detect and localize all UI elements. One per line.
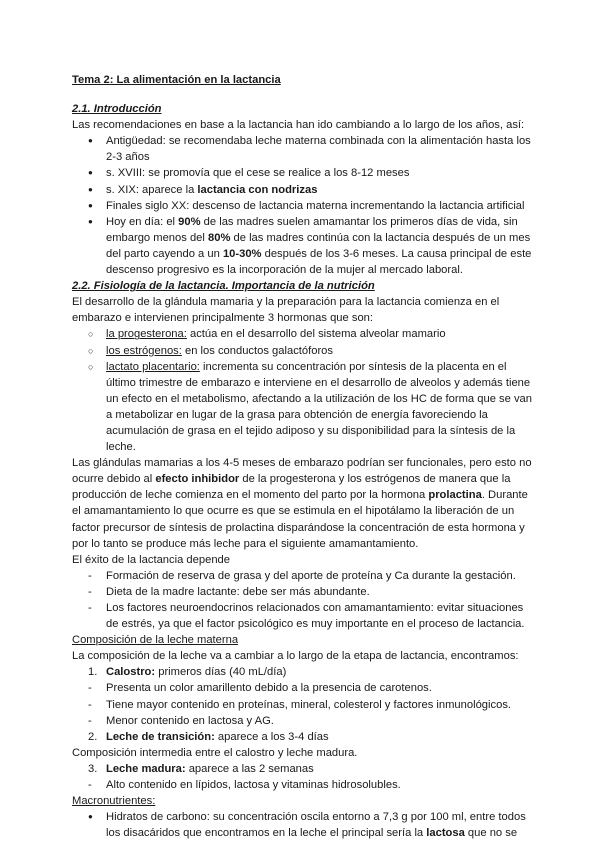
list-item-text: Antigüedad: se recomendaba leche materna combinada con la alimentación hasta los 2-3 años (106, 135, 531, 164)
list-item (72, 713, 532, 729)
paragraph-text: . Durante el amamantamiento lo que ocurre es que se estimula en el hipotálamo la liberación de un factor precursor de síntesis de prolactina disparándose la concentración de esta hormona y por lo tanto se produce más leche para el siguiente amamantamiento. (72, 489, 528, 550)
bold-text: 80% (208, 231, 231, 244)
section-heading-composicion (72, 632, 532, 648)
bullet-icon (88, 343, 102, 359)
list-number: 3. (88, 762, 98, 775)
list-item (72, 359, 532, 456)
document-page (72, 72, 532, 841)
bold-text: 90% (178, 215, 201, 228)
list-item-text: de las madres suelen amamantar los primeros días de vida, sin embargo menos del (106, 215, 518, 244)
list-item (72, 680, 532, 696)
list-item-text: Formación de reserva de grasa y del aporte de proteína y Ca durante la gestación. (106, 569, 516, 582)
paragraph-composicion-intermedia: Composición intermedia entre el calostro y leche madura. (72, 746, 358, 759)
list-item (72, 761, 532, 777)
macronutrient-list (72, 809, 532, 841)
paragraph-glandulas (72, 455, 532, 552)
list-item (72, 664, 532, 680)
paragraph-fisiologia-intro: El desarrollo de la glándula mamaria y la preparación para la lactancia comienza en el embarazo e intervienen principalmente 3 hormonas que son: (72, 296, 500, 325)
list-item (72, 809, 532, 841)
list-item-text: Los factores neuroendocrinos relacionados con amamantamiento: evitar situaciones de estrés, ya que el factor psicológico es muy importante en el proceso de lactancia. (106, 602, 525, 631)
paragraph-exito: El éxito de la lactancia depende (72, 553, 230, 566)
paragraph-text: de la progesterona y los estrógenos de manera que la producción de leche comienza en el momento del parto por la hormona (72, 473, 511, 502)
history-bullet-list (72, 133, 532, 278)
dash-icon: - (88, 569, 92, 582)
bold-text: lactosa (426, 827, 465, 840)
list-item (72, 568, 532, 584)
list-item (72, 777, 532, 793)
list-item-text: que no se (464, 827, 518, 840)
list-item (72, 133, 532, 165)
bullet-icon (88, 133, 102, 150)
dash-icon: - (88, 779, 92, 792)
list-item-text: aparece a las 2 semanas (185, 762, 314, 775)
list-number: 1. (88, 666, 98, 679)
title-text: Tema 2: La alimentación en la lactancia (72, 74, 281, 86)
bold-text: 10-30% (222, 247, 262, 260)
list-item (72, 198, 532, 214)
dependency-dash-list (72, 568, 532, 632)
milk-stage-list-continued (72, 761, 532, 793)
list-item-text: aparece a los 3-4 días (214, 730, 329, 743)
list-number: 2. (88, 730, 98, 743)
dash-icon: - (88, 698, 92, 711)
paragraph-text: Las glándulas mamarias a los 4-5 meses de embarazo podrían ser funcionales, pero esto no ocurre debido al (72, 457, 532, 486)
heading-text: Composición de la leche materna (72, 634, 239, 647)
bold-text: Leche madura: (106, 762, 186, 775)
bold-text: prolactina (428, 489, 482, 502)
list-item-text: Hoy en día: el (106, 215, 179, 228)
list-item (72, 182, 532, 198)
list-item-text: Hidratos de carbono: su concentración oscila entorno a 7,3 g por 100 ml, entre todos los disacáridos que encontramos en la leche el principal sería la (106, 811, 526, 840)
list-item-text: en los conductos galactóforos (181, 344, 333, 357)
dash-icon: - (88, 682, 92, 695)
list-item-text: Menor contenido en lactosa y AG. (106, 714, 274, 727)
section-heading-introduccion (72, 101, 532, 117)
spacer (72, 88, 532, 101)
list-item (72, 697, 532, 713)
list-item (72, 729, 532, 745)
dash-icon: - (88, 585, 92, 598)
dash-icon: - (88, 602, 92, 614)
hormone-list (72, 326, 532, 455)
list-item-text: primeros días (40 mL/día) (155, 666, 287, 679)
dash-icon: - (88, 714, 92, 727)
bullet-icon (88, 198, 102, 215)
heading-text: 2.1. Introducción (72, 103, 162, 116)
list-item-text: Alto contenido en lípidos, lactosa y vitaminas hidrosolubles. (106, 779, 401, 792)
heading-text: Macronutrientes: (72, 795, 156, 808)
list-item-text: s. XVIII: se promovía que el cese se realice a los 8-12 meses (106, 167, 410, 180)
bullet-icon (88, 214, 102, 231)
bullet-icon (88, 165, 102, 182)
list-item-text: s. XIX: aparece la (106, 183, 198, 196)
list-item (72, 214, 532, 278)
list-item-text: Finales siglo XX: descenso de lactancia materna incrementando la lactancia artificial (106, 199, 525, 212)
bullet-icon (88, 359, 102, 375)
paragraph-intro: Las recomendaciones en base a la lactancia han ido cambiando a lo largo de los años, así: (72, 119, 525, 132)
heading-text: 2.2. Fisiología de la lactancia. Importancia de la nutrición (72, 280, 375, 293)
document-title (72, 72, 532, 88)
underlined-term: los estrógenos: (106, 344, 182, 357)
list-item-text: después de los 3-6 meses. La causa principal de este descenso progresivo es la incorporación de la mujer al mercado laboral. (106, 247, 532, 277)
list-item (72, 343, 532, 359)
list-item-text: Dieta de la madre lactante: debe ser más abundante. (106, 585, 370, 598)
bold-text: efecto inhibidor (155, 473, 240, 486)
bullet-icon (88, 809, 102, 826)
list-item-text: Presenta un color amarillento debido a la presencia de carotenos. (106, 682, 432, 695)
list-item (72, 165, 532, 181)
list-item-text: actúa en el desarrollo del sistema alveolar mamario (186, 328, 446, 341)
underlined-term: lactato placentario: (106, 360, 200, 373)
list-item-text: Tiene mayor contenido en proteínas, mineral, colesterol y factores inmunológicos. (106, 698, 512, 711)
list-item (72, 326, 532, 342)
list-item (72, 600, 532, 632)
bold-text: lactancia con nodrizas (197, 183, 318, 196)
milk-stage-list (72, 664, 532, 744)
list-item (72, 584, 532, 600)
list-item-text: de las madres continúa con la lactancia después de un mes del parto cayendo a un (106, 231, 531, 260)
paragraph-composicion-intro: La composición de la leche va a cambiar a lo largo de la etapa de lactancia, encontramos: (72, 650, 519, 663)
underlined-term: la progesterona: (106, 328, 187, 341)
bold-text: Calostro: (106, 666, 156, 679)
section-heading-fisiologia (72, 278, 532, 294)
section-heading-macronutrientes (72, 793, 532, 809)
list-item-text: incrementa su concentración por síntesis de la placenta en el último trimestre de embarazo e interviene en el desarrollo de alveolos y además tiene un efecto en el metabolismo, afectando a la utilización de los HC de forma que se van a metabolizar en lugar de la grasa para obtención de energía favoreciendo la acumulación de grasa en el tejido adiposo y su disponibilidad para la síntesis de la leche. (106, 360, 532, 454)
bold-text: Leche de transición: (106, 730, 215, 743)
bullet-icon (88, 326, 102, 342)
bullet-icon (88, 182, 102, 199)
